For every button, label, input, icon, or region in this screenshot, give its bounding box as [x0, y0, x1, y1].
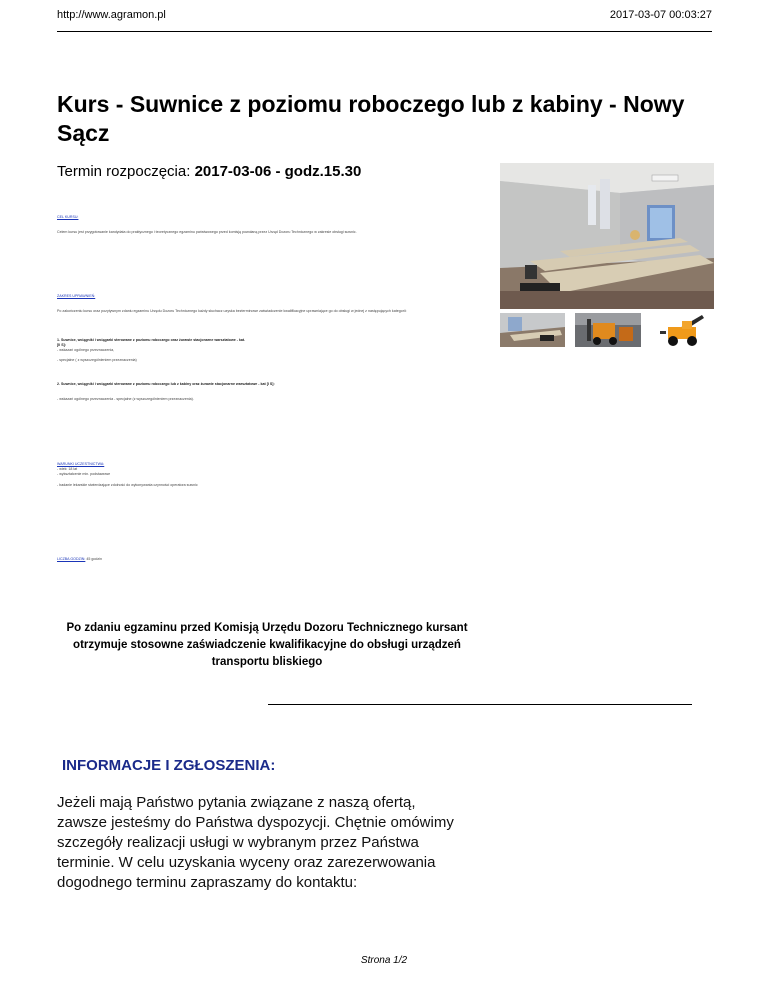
zakres-heading[interactable]: ZAKRES UPRAWNIEŃ: — [57, 294, 96, 298]
warunki-line-1: - wiek: 18 lat — [57, 467, 78, 471]
classroom-photo — [500, 163, 714, 309]
cel-text: Celem kursu jest przygotowanie kandydata do praktycznego i teoretycznego egzaminu państwowego przed komisją powołaną przez Urząd Dozoru Technicznego w zakresie obsługi suwnic. — [57, 230, 357, 234]
godziny-value: 45 godzin — [86, 557, 102, 561]
warunki-line-3: - badanie lekarskie stwierdzające zdolność do wykonywania czynności operatora suwnic — [57, 483, 198, 487]
start-date — [57, 163, 361, 180]
classroom-thumbnail[interactable] — [500, 313, 565, 347]
godziny-heading[interactable]: LICZBA GODZIN: — [57, 557, 86, 561]
category-2-title: 2. Suwnice, wciągniki i wciągarki sterowane z poziomu roboczego lub z kabiny oraz żurawie stacjonarne warsztatowe - kat [I S]: — [57, 382, 275, 386]
category-2-line-1: - wskazań ogólnego przeznaczenia - specjalne (z wyszczególnieniem przeznaczenia). — [57, 397, 194, 401]
section-divider — [268, 704, 692, 705]
header-divider — [57, 31, 712, 32]
cel-heading[interactable]: CEL KURSU: — [57, 215, 79, 219]
forklift-thumbnail[interactable] — [575, 313, 641, 347]
print-datetime: 2017-03-07 00:03:27 — [609, 9, 712, 21]
certificate-note: Po zdaniu egzaminu przed Komisją Urzędu Dozoru Technicznego kursant otrzymuje stosowne zaświadczenie kwalifikacyjne do obsługi urządzeń transportu bliskiego — [66, 622, 468, 668]
category-1-line-2: - specjalne ( z wyszczególnieniem przeznaczenia) — [57, 358, 137, 362]
info-heading: INFORMACJE I ZGŁOSZENIA: — [62, 757, 276, 774]
category-1-title: 1. Suwnice, wciągniki i wciągarki sterowane z poziomu roboczego oraz żurawie stacjonarne warsztatowe - kat. [II S]: — [57, 338, 246, 347]
godziny — [57, 557, 102, 561]
start-date-value: 2017-03-06 - godz.15.30 — [194, 163, 362, 180]
page-title: Kurs - Suwnice z poziomu roboczego lub z kabiny - Nowy Sącz — [57, 91, 685, 146]
category-1-line-1: - wskazań ogólnego przeznaczenia, — [57, 348, 115, 352]
page-url: http://www.agramon.pl — [57, 9, 166, 21]
warunki-heading[interactable]: WARUNKI UCZESTNICTWA: — [57, 462, 105, 466]
telehandler-thumbnail[interactable] — [656, 313, 714, 347]
info-text: Jeżeli mają Państwo pytania związane z naszą ofertą, zawsze jesteśmy do Państwa dyspozycji. Chętnie omówimy szczegóły realizacji usługi w wybranym przez Państwa terminie. W celu uzyskania wyceny oraz zarezerwowania dogodnego terminu zapraszamy do kontaktu: — [57, 794, 454, 891]
warunki-line-2: - wykształcenie min. podstawowe — [57, 472, 111, 476]
start-date-label: Termin rozpoczęcia: — [57, 163, 191, 180]
page-number: Strona 1/2 — [360, 955, 408, 966]
zakres-text: Po zakończeniu kursu oraz pozytywnym zdaniu egzaminu Urzędu Dozoru Technicznego każdy słuchacz uzyska bezterminowe zaświadczenie kwalifikacyjne uprawniające go do obsługi w jednej z następujących kategorii: — [57, 309, 407, 313]
